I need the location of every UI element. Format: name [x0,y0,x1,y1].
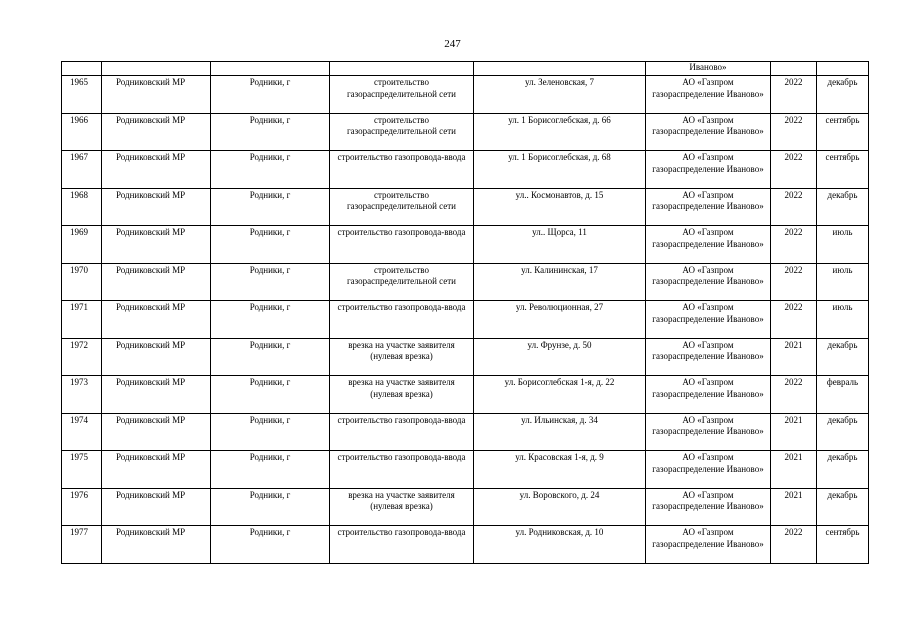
cell-month: сентябрь [817,526,869,564]
cell-year [771,62,817,76]
table-body [62,62,869,564]
cell-work-type: строительство газопровода-ввода [330,151,474,189]
cell-address: ул. Родниковская, д. 10 [474,526,646,564]
cell-district: Родниковский МР [102,301,211,339]
cell-year: 2022 [771,263,817,301]
cell-month: декабрь [817,76,869,114]
cell-month: июль [817,263,869,301]
cell-work-type: строительство газораспределительной сети [330,188,474,226]
cell-district: Родниковский МР [102,263,211,301]
cell-month: февраль [817,376,869,414]
cell-work-type: строительство газопровода-ввода [330,301,474,339]
cell-organization: АО «Газпром газораспределение Иваново» [646,488,771,526]
cell-settlement: Родники, г [211,113,330,151]
cell-number: 1970 [62,263,102,301]
cell-month: июль [817,226,869,264]
cell-year: 2022 [771,376,817,414]
cell-settlement: Родники, г [211,151,330,189]
cell-number: 1967 [62,151,102,189]
cell-month: декабрь [817,188,869,226]
cell-settlement: Родники, г [211,413,330,451]
cell-settlement [211,62,330,76]
cell-address [474,62,646,76]
cell-settlement: Родники, г [211,188,330,226]
table-row [62,338,869,376]
cell-work-type: врезка на участке заявителя (нулевая врезка) [330,338,474,376]
cell-number: 1968 [62,188,102,226]
cell-month: сентябрь [817,151,869,189]
cell-month: сентябрь [817,113,869,151]
cell-year: 2021 [771,451,817,489]
page-number: 247 [444,38,461,50]
cell-number: 1972 [62,338,102,376]
cell-organization: АО «Газпром газораспределение Иваново» [646,188,771,226]
cell-settlement: Родники, г [211,76,330,114]
cell-year: 2022 [771,188,817,226]
cell-district: Родниковский МР [102,413,211,451]
table-row [62,151,869,189]
cell-settlement: Родники, г [211,338,330,376]
cell-district [102,62,211,76]
cell-year: 2021 [771,338,817,376]
cell-work-type: строительство газопровода-ввода [330,413,474,451]
cell-organization: АО «Газпром газораспределение Иваново» [646,526,771,564]
table-row [62,376,869,414]
cell-district: Родниковский МР [102,188,211,226]
cell-organization: АО «Газпром газораспределение Иваново» [646,226,771,264]
cell-organization: Иваново» [646,62,771,76]
continuation-row [62,62,869,76]
cell-work-type: врезка на участке заявителя (нулевая врезка) [330,488,474,526]
cell-number: 1969 [62,226,102,264]
cell-organization: АО «Газпром газораспределение Иваново» [646,376,771,414]
cell-year: 2022 [771,226,817,264]
cell-settlement: Родники, г [211,301,330,339]
cell-year: 2022 [771,526,817,564]
cell-address: ул.. Космонавтов, д. 15 [474,188,646,226]
cell-district: Родниковский МР [102,226,211,264]
cell-address: ул. 1 Борисоглебская, д. 68 [474,151,646,189]
cell-work-type: строительство газораспределительной сети [330,113,474,151]
cell-year: 2022 [771,151,817,189]
cell-district: Родниковский МР [102,376,211,414]
cell-organization: АО «Газпром газораспределение Иваново» [646,338,771,376]
cell-number: 1977 [62,526,102,564]
cell-organization: АО «Газпром газораспределение Иваново» [646,151,771,189]
gasification-table [61,61,869,564]
cell-year: 2021 [771,413,817,451]
cell-district: Родниковский МР [102,526,211,564]
cell-district: Родниковский МР [102,113,211,151]
cell-year: 2021 [771,488,817,526]
cell-year: 2022 [771,113,817,151]
cell-address: ул. Красовская 1-я, д. 9 [474,451,646,489]
cell-month [817,62,869,76]
cell-work-type: строительство газопровода-ввода [330,451,474,489]
cell-address: ул. Воровского, д. 24 [474,488,646,526]
cell-district: Родниковский МР [102,488,211,526]
cell-month: декабрь [817,451,869,489]
cell-organization: АО «Газпром газораспределение Иваново» [646,413,771,451]
table-row [62,113,869,151]
cell-number: 1975 [62,451,102,489]
cell-district: Родниковский МР [102,151,211,189]
table-row [62,488,869,526]
cell-address: ул. Зеленовская, 7 [474,76,646,114]
cell-address: ул.. Щорса, 11 [474,226,646,264]
cell-work-type: строительство газопровода-ввода [330,526,474,564]
cell-settlement: Родники, г [211,451,330,489]
cell-settlement: Родники, г [211,263,330,301]
cell-work-type [330,62,474,76]
cell-number: 1976 [62,488,102,526]
cell-organization: АО «Газпром газораспределение Иваново» [646,451,771,489]
cell-organization: АО «Газпром газораспределение Иваново» [646,76,771,114]
cell-district: Родниковский МР [102,451,211,489]
cell-number: 1971 [62,301,102,339]
cell-address: ул. Фрунзе, д. 50 [474,338,646,376]
cell-number: 1965 [62,76,102,114]
cell-year: 2022 [771,301,817,339]
cell-number: 1974 [62,413,102,451]
cell-month: декабрь [817,413,869,451]
cell-district: Родниковский МР [102,338,211,376]
table-row [62,413,869,451]
cell-settlement: Родники, г [211,488,330,526]
cell-month: июль [817,301,869,339]
cell-organization: АО «Газпром газораспределение Иваново» [646,263,771,301]
cell-address: ул. Революционная, 27 [474,301,646,339]
table-row [62,526,869,564]
cell-number: 1966 [62,113,102,151]
cell-number [62,62,102,76]
cell-settlement: Родники, г [211,526,330,564]
cell-number: 1973 [62,376,102,414]
cell-work-type: строительство газораспределительной сети [330,76,474,114]
cell-work-type: строительство газопровода-ввода [330,226,474,264]
table-row [62,451,869,489]
cell-month: декабрь [817,338,869,376]
cell-year: 2022 [771,76,817,114]
cell-address: ул. 1 Борисоглебская, д. 66 [474,113,646,151]
cell-address: ул. Ильинская, д. 34 [474,413,646,451]
cell-organization: АО «Газпром газораспределение Иваново» [646,301,771,339]
table-row [62,188,869,226]
cell-work-type: строительство газораспределительной сети [330,263,474,301]
table-row [62,76,869,114]
cell-address: ул. Калининская, 17 [474,263,646,301]
cell-month: декабрь [817,488,869,526]
cell-settlement: Родники, г [211,376,330,414]
cell-district: Родниковский МР [102,76,211,114]
table-row [62,301,869,339]
cell-settlement: Родники, г [211,226,330,264]
table-row [62,226,869,264]
table-row [62,263,869,301]
cell-organization: АО «Газпром газораспределение Иваново» [646,113,771,151]
cell-work-type: врезка на участке заявителя (нулевая врезка) [330,376,474,414]
cell-address: ул. Борисоглебская 1-я, д. 22 [474,376,646,414]
